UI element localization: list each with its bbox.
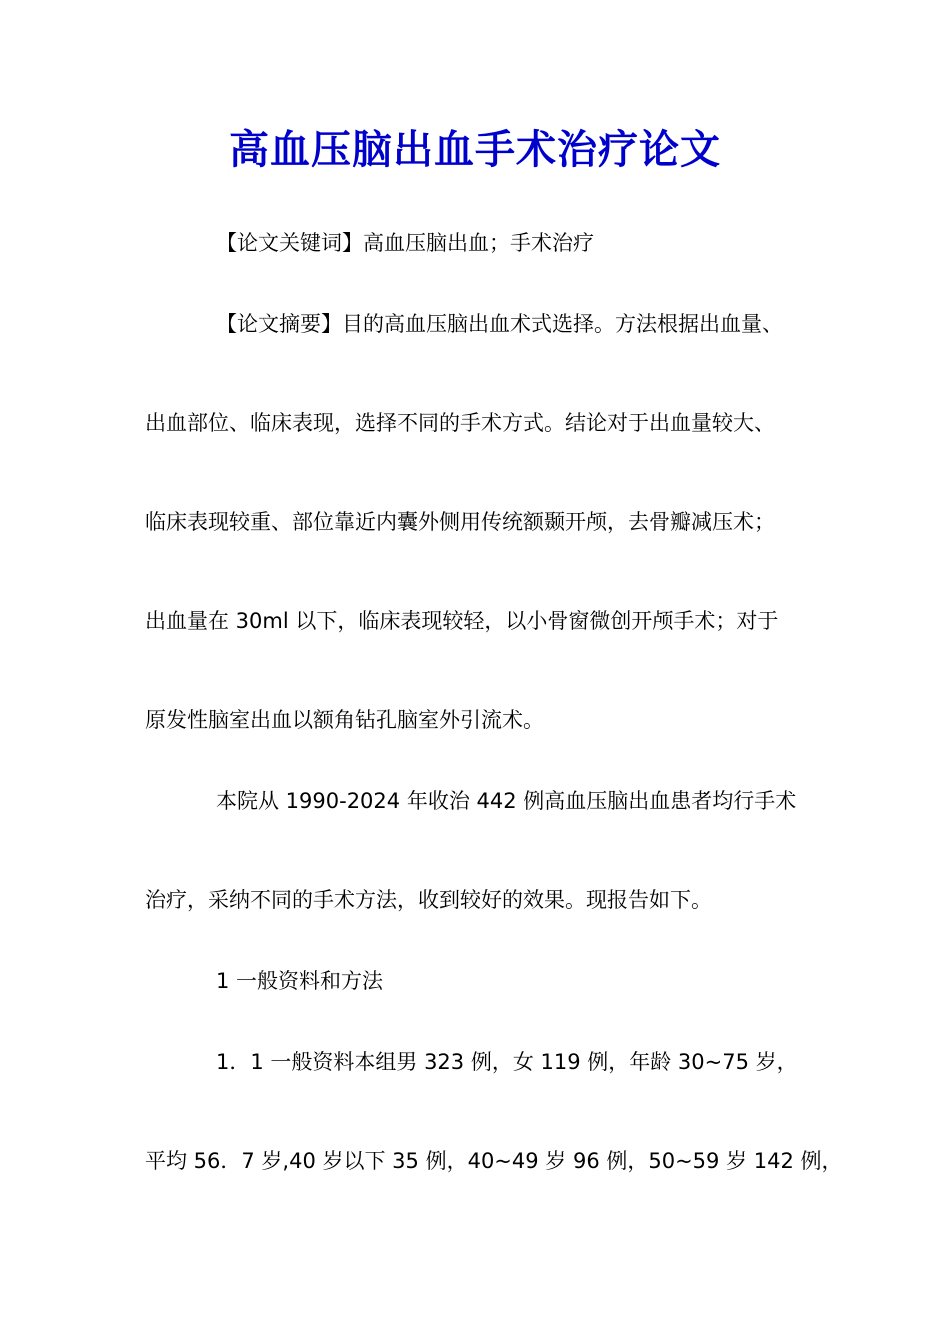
general-data-line-1: 1．1 一般资料本组男 323 例，女 119 例，年龄 30~75 岁， — [216, 1050, 798, 1074]
abstract-line-5: 原发性脑室出血以额角钻孔脑室外引流术。 — [145, 708, 544, 732]
document-title: 高血压脑出血手术治疗论文 — [229, 126, 721, 173]
keywords-line: 【论文关键词】高血压脑出血；手术治疗 — [216, 231, 594, 255]
abstract-line-3: 临床表现较重、部位靠近内囊外侧用传统额颞开颅，去骨瓣减压术； — [145, 510, 775, 534]
intro-line-2: 治疗，采纳不同的手术方法，收到较好的效果。现报告如下。 — [145, 888, 712, 912]
abstract-line-4: 出血量在 30ml 以下，临床表现较轻，以小骨窗微创开颅手术；对于 — [145, 609, 779, 633]
intro-line-1: 本院从 1990-2024 年收治 442 例高血压脑出血患者均行手术 — [216, 789, 797, 813]
abstract-line-2: 出血部位、临床表现，选择不同的手术方式。结论对于出血量较大、 — [145, 411, 775, 435]
abstract-line-1: 【论文摘要】目的高血压脑出血术式选择。方法根据出血量、 — [216, 312, 783, 336]
general-data-line-2: 平均 56．7 岁,40 岁以下 35 例，40~49 岁 96 例，50~59 岁 142 例， — [145, 1149, 843, 1173]
section-heading: 1 一般资料和方法 — [216, 969, 384, 993]
